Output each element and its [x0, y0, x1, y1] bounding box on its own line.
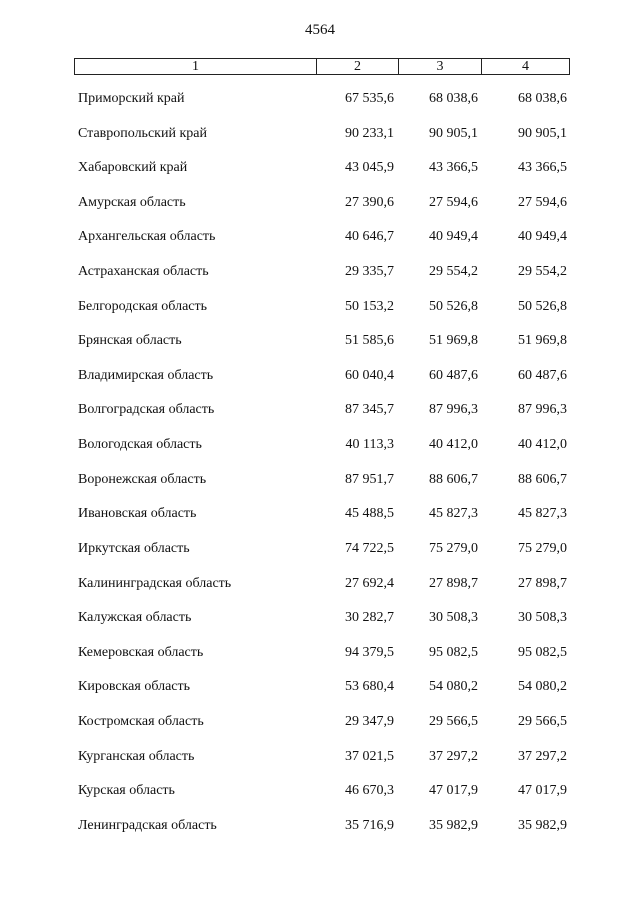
value-col-4: 27 594,6: [518, 194, 567, 210]
value-col-3: 29 566,5: [429, 713, 478, 729]
value-col-4: 29 566,5: [518, 713, 567, 729]
value-col-2: 45 488,5: [345, 506, 394, 522]
table-row: [0, 121, 640, 156]
table-row: [0, 328, 640, 363]
region-name: Курганская область: [78, 748, 195, 764]
value-col-2: 27 390,6: [345, 194, 394, 210]
value-col-3: 75 279,0: [429, 540, 478, 556]
table-row: [0, 501, 640, 536]
value-col-2: 40 646,7: [345, 229, 394, 245]
table-row: [0, 674, 640, 709]
table-row: [0, 709, 640, 744]
header-col-4: 4: [522, 59, 529, 74]
value-col-4: 95 082,5: [518, 644, 567, 660]
value-col-3: 51 969,8: [429, 333, 478, 349]
value-col-4: 47 017,9: [518, 783, 567, 799]
value-col-4: 88 606,7: [518, 471, 567, 487]
region-name: Костромская область: [78, 713, 204, 729]
region-name: Иркутская область: [78, 540, 190, 556]
value-col-4: 45 827,3: [518, 506, 567, 522]
value-col-3: 47 017,9: [429, 783, 478, 799]
value-col-4: 40 949,4: [518, 229, 567, 245]
value-col-4: 54 080,2: [518, 679, 567, 695]
region-name: Калининградская область: [78, 575, 232, 591]
value-col-2: 51 585,6: [345, 333, 394, 349]
value-col-2: 29 347,9: [345, 713, 394, 729]
table-row: [0, 640, 640, 675]
value-col-4: 27 898,7: [518, 575, 567, 591]
value-col-3: 95 082,5: [429, 644, 478, 660]
value-col-2: 53 680,4: [345, 679, 394, 695]
value-col-3: 27 898,7: [429, 575, 478, 591]
header-col-3: 3: [399, 59, 482, 74]
value-col-4: 68 038,6: [518, 91, 567, 106]
value-col-2: 74 722,5: [345, 540, 394, 556]
value-col-3: 35 982,9: [429, 817, 478, 833]
header-col-1: 1: [75, 59, 317, 74]
region-name: Белгородская область: [78, 298, 208, 314]
value-col-3: 40 412,0: [429, 437, 478, 453]
region-name: Ленинградская область: [78, 817, 217, 833]
value-col-3: 27 594,6: [429, 194, 478, 210]
table-row: [0, 744, 640, 779]
value-col-2: 87 345,7: [345, 402, 394, 418]
value-col-2: 87 951,7: [345, 471, 394, 487]
value-col-3: 50 526,8: [429, 298, 478, 314]
region-name: Ивановская область: [78, 506, 197, 522]
table-row: [0, 363, 640, 398]
table-header: [74, 58, 570, 75]
table-body: [0, 86, 640, 847]
table-row: [0, 259, 640, 294]
table-row: [0, 294, 640, 329]
value-col-3: 88 606,7: [429, 471, 478, 487]
table-row: [0, 536, 640, 571]
region-name: Ставропольский край: [78, 125, 207, 141]
table-row: [0, 155, 640, 190]
table-row: [0, 813, 640, 848]
region-name: Владимирская область: [78, 367, 214, 383]
region-name: Амурская область: [78, 194, 186, 210]
value-col-3: 29 554,2: [429, 264, 478, 280]
table-row: [0, 571, 640, 606]
value-col-3: 40 949,4: [429, 229, 478, 245]
table-row: [0, 397, 640, 432]
value-col-3: 87 996,3: [429, 402, 478, 418]
region-name: Калужская область: [78, 610, 192, 626]
table-row: [0, 432, 640, 467]
value-col-3: 30 508,3: [429, 610, 478, 626]
value-col-4: 75 279,0: [518, 540, 567, 556]
header-col-2: 2: [317, 59, 399, 74]
value-col-3: 54 080,2: [429, 679, 478, 695]
value-col-4: 35 982,9: [518, 817, 567, 833]
region-name: Брянская область: [78, 333, 182, 349]
value-col-2: 40 113,3: [345, 437, 394, 453]
table-row: [0, 86, 640, 121]
value-col-3: 37 297,2: [429, 748, 478, 764]
region-name: Курская область: [78, 783, 175, 799]
value-col-3: 68 038,6: [429, 91, 478, 106]
value-col-2: 29 335,7: [345, 264, 394, 280]
value-col-4: 40 412,0: [518, 437, 567, 453]
page-number: 4564: [305, 22, 335, 38]
value-col-2: 50 153,2: [345, 298, 394, 314]
value-col-2: 90 233,1: [345, 125, 394, 141]
region-name: Волгоградская область: [78, 402, 215, 418]
table-row: [0, 190, 640, 225]
region-name: Астраханская область: [78, 264, 209, 280]
table-row: [0, 778, 640, 813]
value-col-4: 29 554,2: [518, 264, 567, 280]
value-col-4: 30 508,3: [518, 610, 567, 626]
value-col-2: 37 021,5: [345, 748, 394, 764]
value-col-3: 45 827,3: [429, 506, 478, 522]
value-col-3: 90 905,1: [429, 125, 478, 141]
region-name: Вологодская область: [78, 437, 202, 453]
value-col-4: 60 487,6: [518, 367, 567, 383]
value-col-2: 30 282,7: [345, 610, 394, 626]
value-col-2: 94 379,5: [345, 644, 394, 660]
value-col-2: 35 716,9: [345, 817, 394, 833]
region-name: Воронежская область: [78, 471, 207, 487]
value-col-2: 27 692,4: [345, 575, 394, 591]
table-row: [0, 467, 640, 502]
value-col-4: 50 526,8: [518, 298, 567, 314]
region-name: Хабаровский край: [78, 160, 188, 176]
value-col-2: 60 040,4: [345, 367, 394, 383]
value-col-4: 51 969,8: [518, 333, 567, 349]
region-name: Кемеровская область: [78, 644, 204, 660]
value-col-4: 87 996,3: [518, 402, 567, 418]
value-col-2: 43 045,9: [345, 160, 394, 176]
value-col-2: 67 535,6: [345, 91, 394, 106]
value-col-2: 46 670,3: [345, 783, 394, 799]
region-name: Приморский край: [78, 91, 185, 106]
value-col-4: 90 905,1: [518, 125, 567, 141]
region-name: Архангельская область: [78, 229, 216, 245]
value-col-3: 60 487,6: [429, 367, 478, 383]
table-row: [0, 605, 640, 640]
value-col-4: 37 297,2: [518, 748, 567, 764]
value-col-3: 43 366,5: [429, 160, 478, 176]
value-col-4: 43 366,5: [518, 160, 567, 176]
region-name: Кировская область: [78, 679, 191, 695]
table-row: [0, 224, 640, 259]
